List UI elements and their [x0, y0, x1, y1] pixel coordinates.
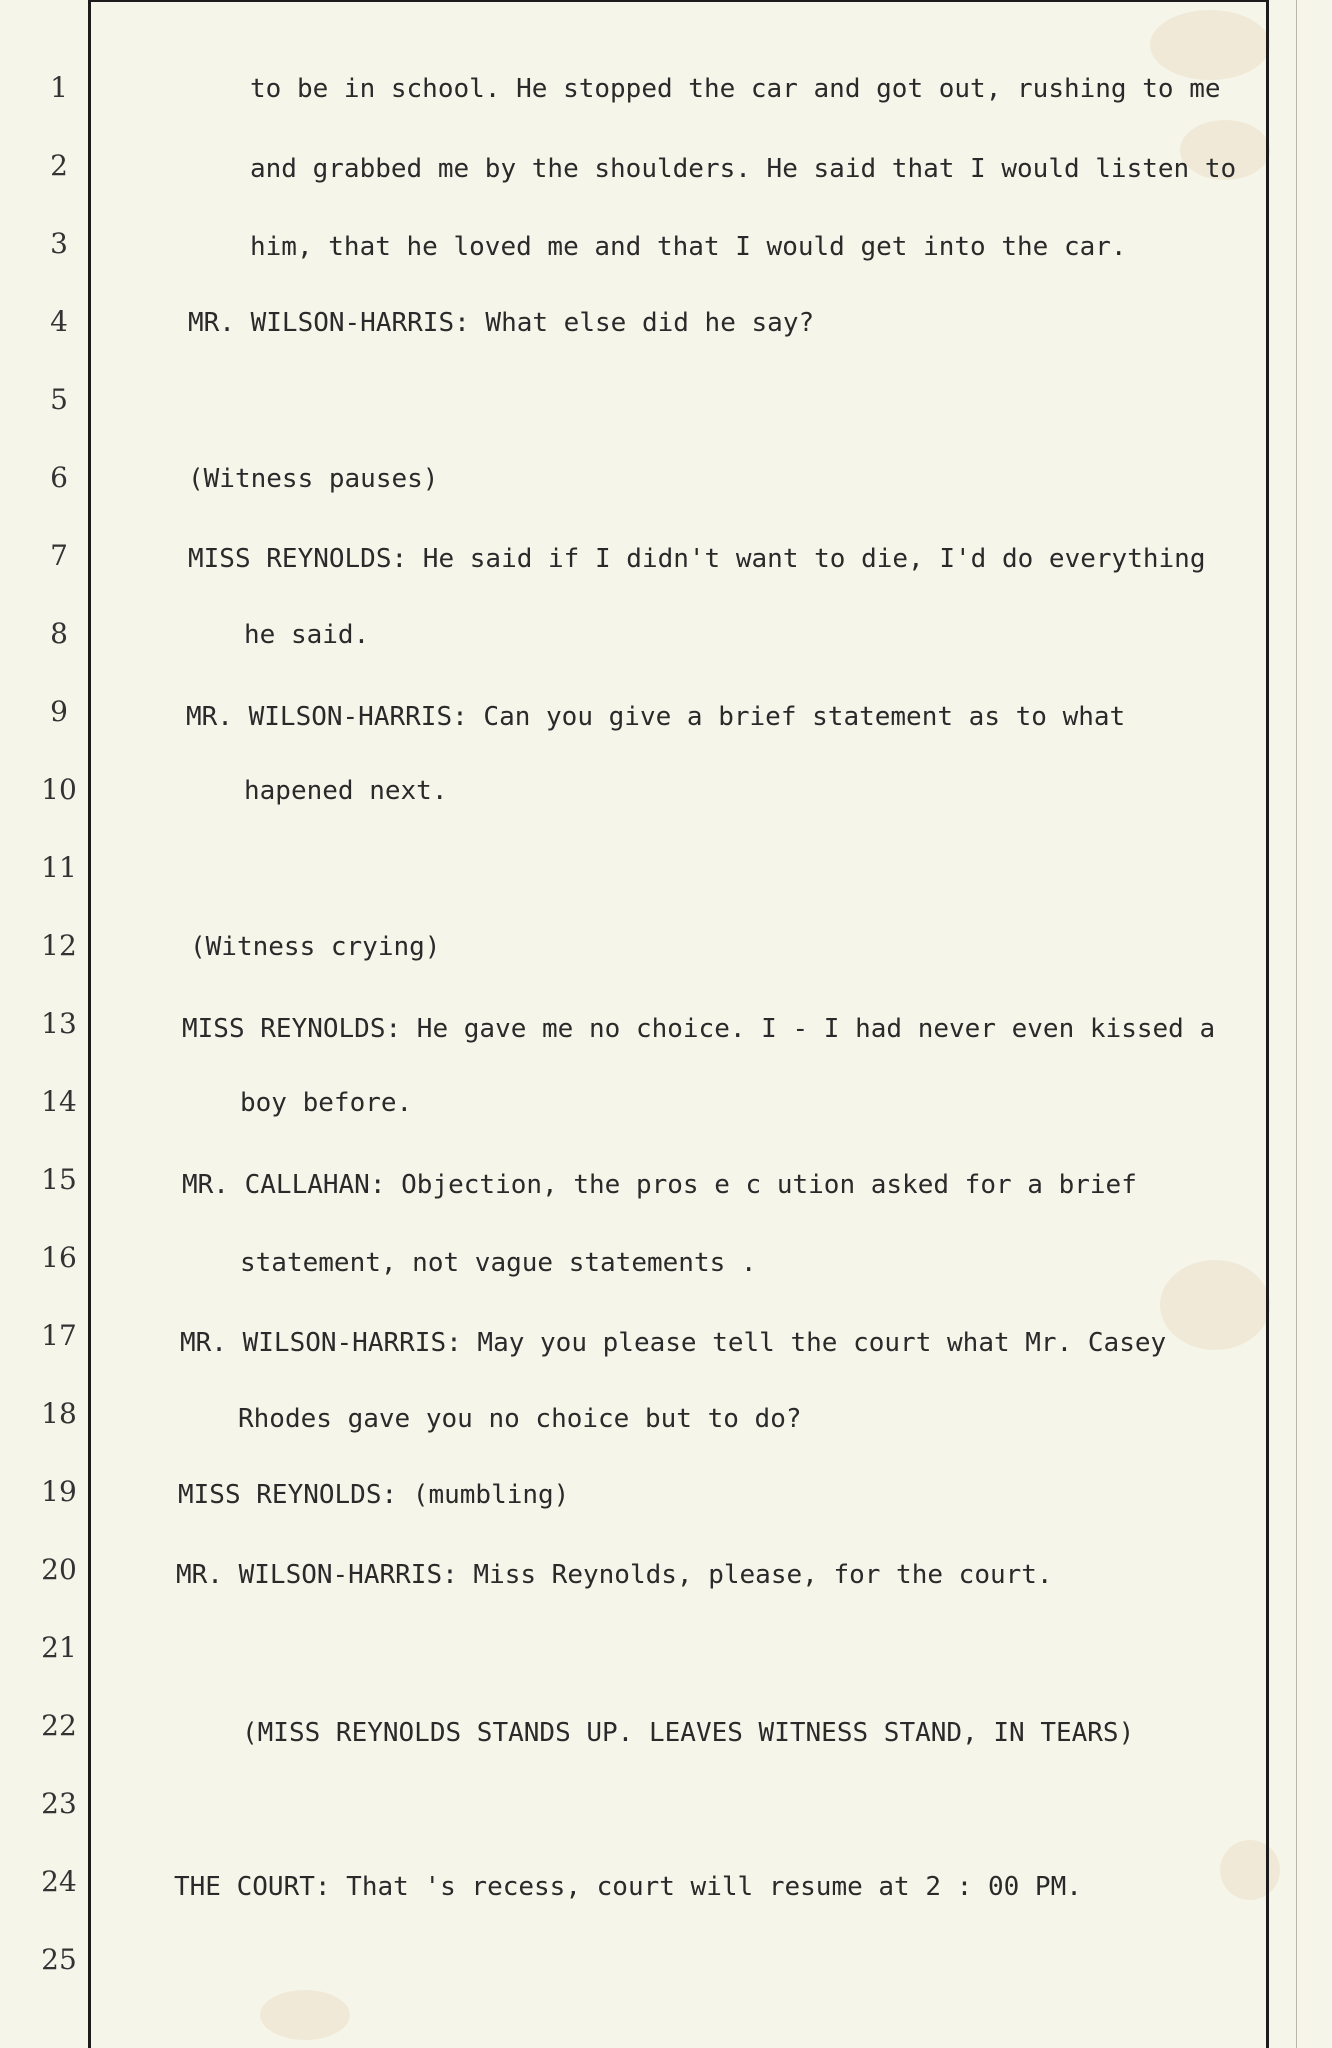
- line-number: 8: [50, 617, 68, 650]
- line-number: 22: [41, 1709, 77, 1742]
- transcript-line: hapened next.: [244, 776, 448, 806]
- transcript-line: (Witness crying): [190, 932, 441, 962]
- transcript-line: boy before.: [240, 1088, 413, 1118]
- line-number: 10: [41, 773, 77, 806]
- line-number: 3: [50, 227, 68, 260]
- right-margin-rule: [1266, 0, 1269, 2048]
- transcript-line: (Witness pauses): [188, 464, 439, 494]
- line-number: 6: [50, 461, 68, 494]
- line-number: 16: [41, 1241, 77, 1274]
- line-number: 15: [41, 1163, 77, 1196]
- line-number: 11: [41, 851, 77, 884]
- transcript-line: MR. WILSON-HARRIS: What else did he say?: [188, 308, 815, 338]
- transcript-line: statement, not vague statements .: [240, 1248, 757, 1278]
- transcript-line: Rhodes gave you no choice but to do?: [238, 1404, 802, 1434]
- transcript-line: MR. CALLAHAN: Objection, the pros e c ution asked for a brief: [182, 1170, 1137, 1200]
- line-number: 9: [50, 695, 68, 728]
- transcript-line: and grabbed me by the shoulders. He said that I would listen to: [250, 154, 1237, 184]
- transcript-line: MISS REYNOLDS: He gave me no choice. I - I had never even kissed a: [182, 1014, 1216, 1044]
- line-number: 5: [50, 383, 68, 416]
- line-number: 13: [41, 1007, 77, 1040]
- line-number: 17: [41, 1319, 77, 1352]
- line-number: 25: [41, 1943, 77, 1976]
- line-number: 23: [41, 1787, 77, 1820]
- paper-stain: [1150, 10, 1270, 80]
- transcript-line: MR. WILSON-HARRIS: Miss Reynolds, please, for the court.: [176, 1560, 1053, 1590]
- paper-stain: [1160, 1260, 1270, 1350]
- line-number: 4: [50, 305, 68, 338]
- line-number: 21: [41, 1631, 77, 1664]
- line-number: 19: [41, 1475, 77, 1508]
- top-rule: [88, 0, 1268, 2]
- left-margin-rule: [88, 0, 91, 2048]
- transcript-line: he said.: [244, 620, 370, 650]
- transcript-line: (MISS REYNOLDS STANDS UP. LEAVES WITNESS STAND, IN TEARS): [242, 1718, 1135, 1748]
- line-number: 20: [41, 1553, 77, 1586]
- line-number: 7: [50, 539, 68, 572]
- page-edge-rule: [1296, 0, 1297, 2048]
- transcript-line: THE COURT: That 's recess, court will resume at 2 : 00 PM.: [174, 1872, 1082, 1902]
- line-number: 1: [50, 71, 68, 104]
- line-number: 2: [50, 149, 68, 182]
- paper-stain: [1220, 1840, 1280, 1900]
- line-number: 14: [41, 1085, 77, 1118]
- transcript-line: MR. WILSON-HARRIS: Can you give a brief statement as to what: [186, 702, 1126, 732]
- transcript-line: to be in school. He stopped the car and got out, rushing to me: [250, 74, 1221, 104]
- paper-stain: [260, 1990, 350, 2040]
- line-number: 12: [41, 929, 77, 962]
- transcript-line: him, that he loved me and that I would get into the car.: [250, 232, 1127, 262]
- transcript-line: MISS REYNOLDS: (mumbling): [178, 1480, 570, 1510]
- transcript-line: MISS REYNOLDS: He said if I didn't want to die, I'd do everything: [188, 544, 1206, 574]
- line-number: 18: [41, 1397, 77, 1430]
- line-number: 24: [41, 1865, 77, 1898]
- transcript-line: MR. WILSON-HARRIS: May you please tell the court what Mr. Casey: [180, 1328, 1167, 1358]
